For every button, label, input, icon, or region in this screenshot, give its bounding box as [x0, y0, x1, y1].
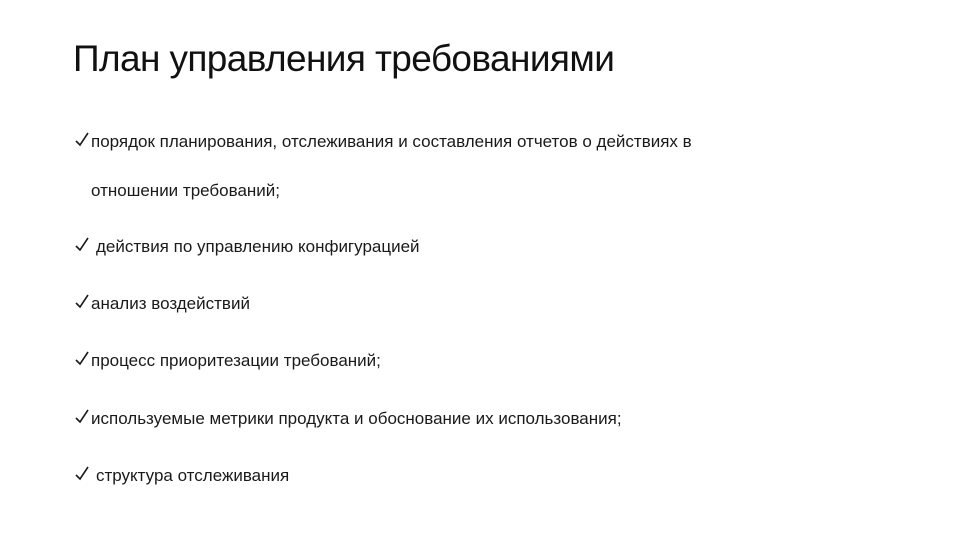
bullet-text: действия по управлению конфигурацией: [96, 237, 420, 256]
bullet-text: структура отслеживания: [96, 466, 290, 485]
bullet-continuation: отношении требований;: [91, 181, 281, 200]
check-icon: [75, 236, 89, 253]
slide-title: План управления требованиями: [73, 38, 615, 79]
bullet-item: [75, 236, 935, 256]
bullet-text: процесс приоритезации требований;: [91, 351, 381, 370]
check-icon: [75, 131, 89, 148]
bullet-item: [75, 293, 935, 313]
bullet-item: [75, 408, 935, 428]
check-icon: [75, 350, 89, 367]
bullet-item: [75, 465, 935, 485]
bullet-text: анализ воздействий: [91, 294, 250, 313]
bullet-text: используемые метрики продукта и обоснование их использования;: [91, 409, 622, 428]
check-icon: [75, 293, 89, 310]
check-icon: [75, 465, 89, 482]
bullet-item: [75, 131, 935, 151]
bullet-text: порядок планирования, отслеживания и составления отчетов о действиях в: [91, 132, 692, 151]
bullet-item: [75, 350, 935, 370]
check-icon: [75, 408, 89, 425]
